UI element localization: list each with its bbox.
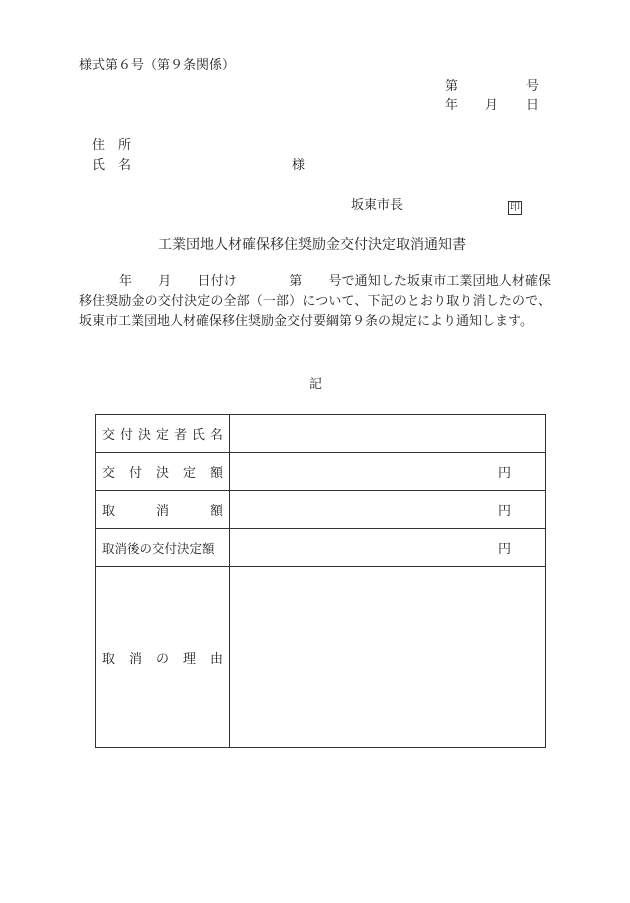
table-row [96, 453, 546, 491]
form-number: 様式第６号（第９条関係） [79, 58, 236, 73]
table-row [96, 567, 546, 748]
honorific: 様 [292, 158, 306, 173]
ki-heading: 記 [309, 377, 323, 392]
label-grant-amount: 交 付 決 定 額 [102, 466, 223, 481]
label-post-cancel-amount: 取消後の交付決定額 [96, 529, 230, 567]
value-cancel-amount[interactable]: 円 [230, 491, 546, 529]
value-post-cancel-amount[interactable]: 円 [230, 529, 546, 567]
seal-mark [508, 200, 522, 215]
label-recipient-name: 交 付 決 定 者 氏 名 [102, 428, 223, 443]
issuer-title: 坂東市長 [351, 198, 404, 213]
document-title: 工業団地人材確保移住奨励金交付決定取消通知書 [158, 237, 466, 253]
name-label: 氏 名 [92, 158, 132, 173]
date-month: 月 [485, 98, 499, 113]
value-cancel-reason[interactable] [230, 567, 546, 748]
doc-number-go: 号 [526, 79, 540, 94]
label-cancel-reason: 取 消 の 理 由 [102, 651, 223, 667]
details-table [95, 414, 546, 748]
date-day: 日 [526, 98, 540, 113]
label-cancel-amount: 取 消 額 [102, 504, 223, 519]
doc-number-dai: 第 [445, 79, 459, 94]
seal-text: 印 [510, 202, 520, 213]
address-label: 住 所 [92, 138, 132, 153]
value-recipient-name[interactable] [230, 415, 546, 453]
date-year: 年 [445, 98, 459, 113]
table-row [96, 529, 546, 567]
value-grant-amount[interactable]: 円 [230, 453, 546, 491]
body-text: 年 月 日付け 第 号で通知した坂東市工業団地人材確保移住奨励金の交付決定の全部（一部）について、下記のとおり取り消したので、坂東市工業団地人材確保移住奨励金交付要綱第９条の規定により通知します。 [79, 274, 551, 329]
table-row [96, 415, 546, 453]
table-row [96, 491, 546, 529]
